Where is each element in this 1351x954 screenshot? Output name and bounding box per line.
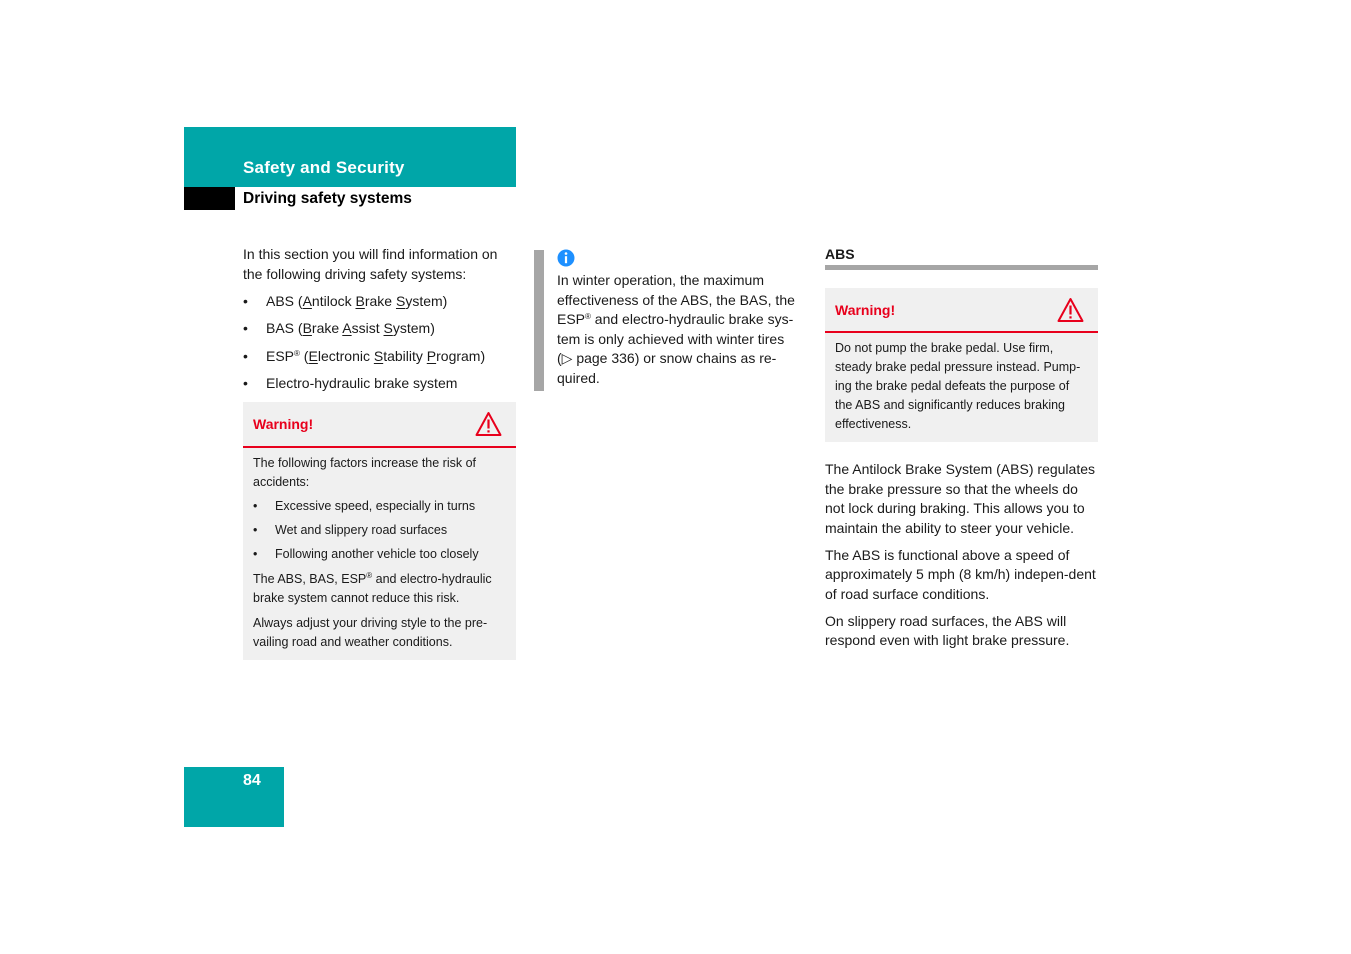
risk-factors-list (253, 497, 506, 564)
warning-body (825, 333, 1098, 442)
abs-description (825, 460, 1098, 651)
abs-heading: ABS (825, 245, 1098, 270)
warning-header (825, 288, 1098, 333)
subsection-title: Driving safety systems (243, 190, 412, 207)
list-item: • ESP® (Electronic Stability Program) (243, 347, 486, 364)
page-number-box (184, 767, 284, 827)
list-item: • Wet and slippery road surfaces (253, 522, 448, 537)
subsection-marker (184, 187, 235, 210)
list-item: • Electro-hydraulic brake system (243, 375, 458, 392)
intro-text: In this section you will find information on the following driving safety systems: (243, 246, 498, 282)
warning-body (243, 448, 516, 660)
section-title: Safety and Security (243, 158, 405, 177)
paragraph: The ABS is functional above a speed of approximately 5 mph (8 km/h) indepen-dent of road surface conditions. (825, 546, 1096, 602)
warning-text: Always adjust your driving style to the pre-vailing road and weather conditions. (253, 615, 488, 649)
list-item: • BAS (Brake Assist System) (243, 320, 435, 337)
page-number: 84 (243, 772, 261, 789)
warning-text: The ABS, BAS, ESP® and electro-hydraulic brake system cannot reduce this risk. (253, 570, 492, 605)
header-band (184, 127, 516, 187)
list-item: • Excessive speed, especially in turns (253, 498, 476, 513)
warning-triangle-icon (475, 411, 502, 437)
systems-list (243, 292, 516, 393)
paragraph: On slippery road surfaces, the ABS will respond even with light brake pressure. (825, 612, 1070, 648)
info-text: In winter operation, the maximum effectiveness of the ABS, the BAS, the ESP® and electro-hydraulic brake sys- tem is only achieved with winter tires (▷ page 336) or snow chains as re- quired. (557, 272, 795, 386)
list-item: • ABS (Antilock Brake System) (243, 293, 448, 309)
list-item: • Following another vehicle too closely (253, 546, 479, 561)
warning-box (243, 402, 516, 660)
warning-label: Warning! (835, 302, 896, 318)
column-right (825, 245, 1098, 658)
warning-text: The following factors increase the risk of accidents: (253, 455, 477, 489)
warning-label: Warning! (253, 415, 314, 432)
warning-header (243, 402, 516, 448)
info-icon (557, 249, 575, 267)
info-sidebar-bar (534, 250, 544, 391)
column-left (243, 245, 516, 660)
warning-box (825, 288, 1098, 442)
warning-triangle-icon (1057, 297, 1084, 323)
paragraph: The Antilock Brake System (ABS) regulates the brake pressure so that the wheels do not lock during braking. This allows you to maintain the ability to steer your vehicle. (825, 461, 1095, 536)
warning-text: Do not pump the brake pedal. Use firm, steady brake pedal pressure instead. Pump-ing the brake pedal defeats the purpose of the ABS and significantly reduces braking effectiveness. (835, 341, 1081, 431)
